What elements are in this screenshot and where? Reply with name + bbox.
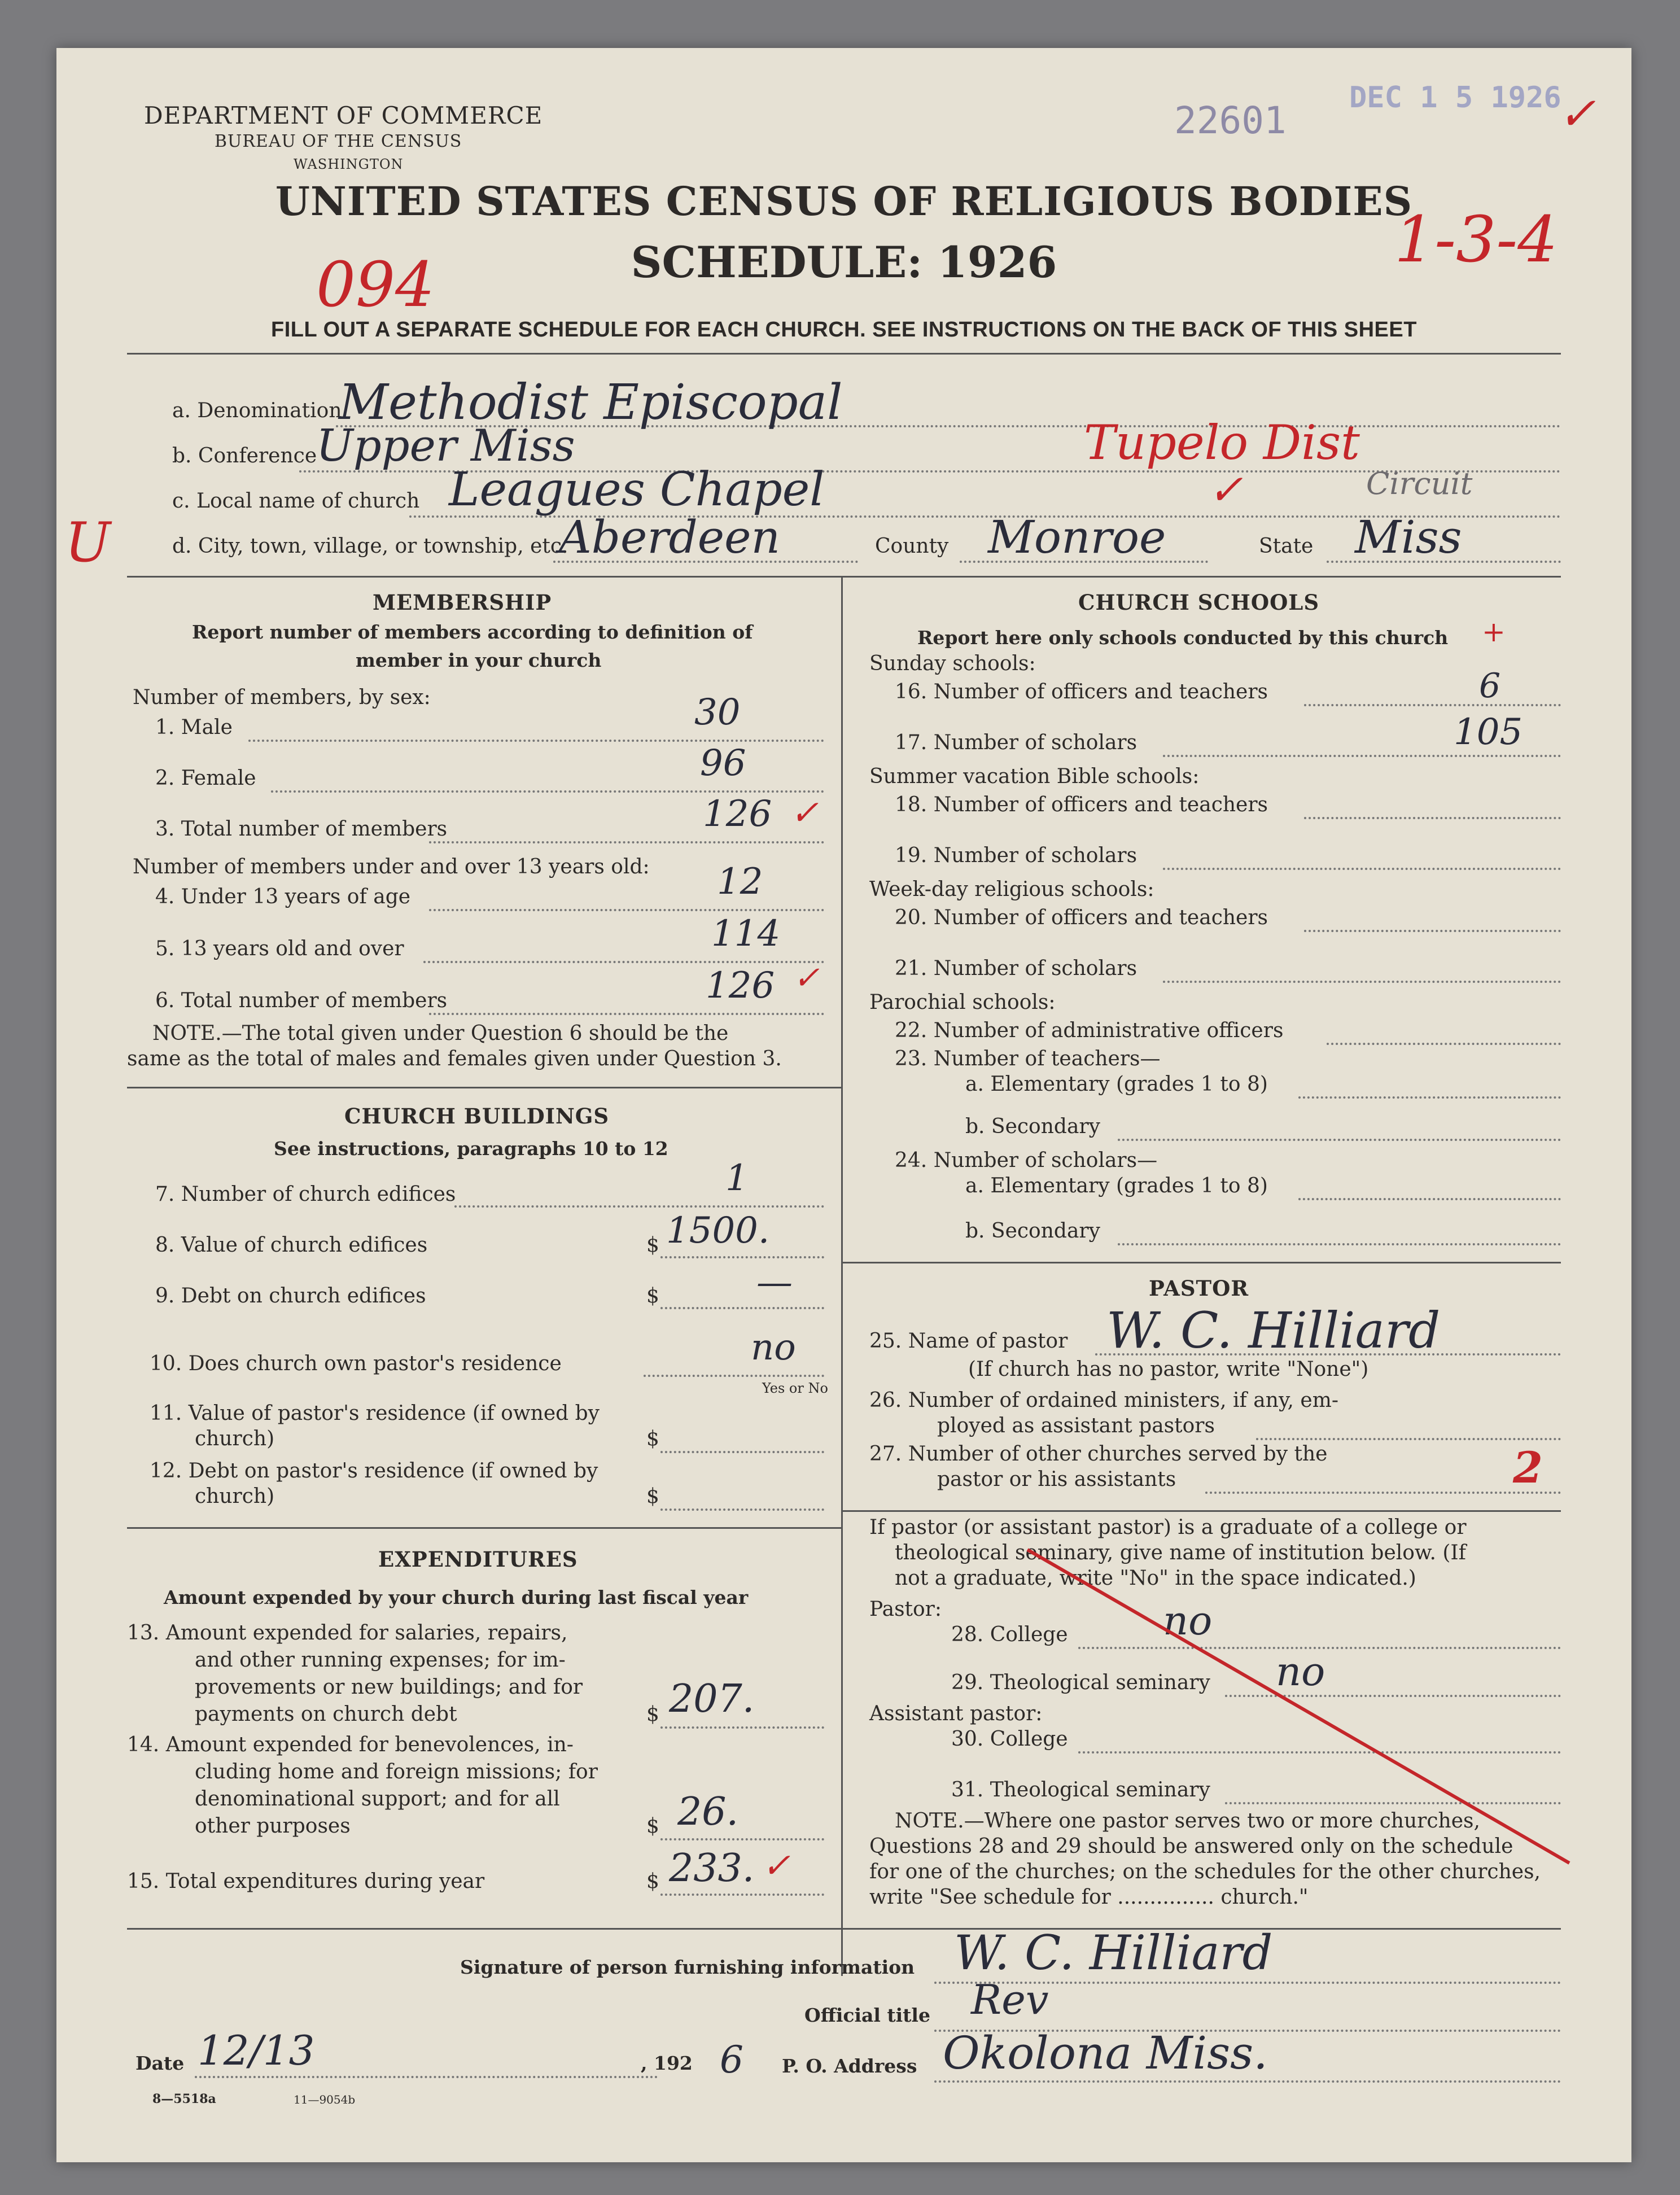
- q28-label: 28. College: [951, 1623, 1068, 1646]
- church-name-label: c. Local name of church: [172, 489, 420, 513]
- church-name-value: Leagues Chapel: [449, 463, 825, 517]
- county-label: County: [875, 535, 949, 558]
- signature-value: W. C. Hilliard: [954, 1925, 1273, 1980]
- red-strike-line: [1016, 1538, 1581, 1877]
- q11-dollar: $: [646, 1427, 659, 1450]
- pastor-note-2: Questions 28 and 29 should be answered only on the schedule: [869, 1835, 1513, 1858]
- q8-value-line[interactable]: [660, 1256, 824, 1258]
- q3-check: ✓: [790, 793, 819, 833]
- q25-label: 25. Name of pastor: [869, 1330, 1068, 1353]
- q16-value: 6: [1479, 666, 1501, 706]
- district-annotation: Tupelo Dist: [1084, 415, 1360, 470]
- q13-label-2: and other running expenses; for im-: [195, 1649, 566, 1672]
- q27-line[interactable]: [1205, 1492, 1561, 1494]
- q10-residence-label: 10. Does church own pastor's residence: [150, 1352, 562, 1375]
- q23-label: 23. Number of teachers—: [895, 1047, 1161, 1070]
- q26-label-1: 26. Number of ordained ministers, if any, em-: [869, 1389, 1338, 1412]
- conference-value: Upper Miss: [316, 421, 575, 471]
- department-heading: DEPARTMENT OF COMMERCE: [144, 102, 543, 129]
- membership-intro-2: member in your church: [356, 649, 602, 671]
- circuit-annotation: Circuit: [1366, 466, 1473, 501]
- schedule-title: SCHEDULE: 1926: [631, 237, 1057, 287]
- serial-number-stamp: 22601: [1174, 99, 1287, 142]
- form-title: UNITED STATES CENSUS OF RELIGIOUS BODIES: [275, 178, 1413, 225]
- q11-label-2: church): [195, 1427, 275, 1450]
- graduate-note-3: not a graduate, write "No" in the space indicated.): [895, 1567, 1416, 1590]
- q21-label: 21. Number of scholars: [895, 957, 1138, 980]
- q10-residence-value: no: [751, 1327, 796, 1368]
- q25-hint: (If church has no pastor, write "None"): [968, 1358, 1369, 1381]
- q27-label-1: 27. Number of other churches served by the: [869, 1442, 1328, 1466]
- form-number: 8—5518a: [152, 2092, 216, 2106]
- po-address-label: P. O. Address: [782, 2055, 917, 2077]
- q2-female-value: 96: [700, 742, 746, 784]
- pastor-subheading: Pastor:: [869, 1598, 942, 1621]
- date-value: 12/13: [198, 2027, 315, 2074]
- year-value: 6: [720, 2038, 743, 2082]
- q19-line[interactable]: [1163, 868, 1561, 870]
- q1-male-label: 1. Male: [155, 716, 233, 739]
- q14-label-1: 14. Amount expended for benevolences, in-: [127, 1733, 574, 1756]
- buildings-intro: See instructions, paragraphs 10 to 12: [274, 1138, 668, 1160]
- bureau-heading: BUREAU OF THE CENSUS: [215, 132, 462, 151]
- parochial-schools-label: Parochial schools:: [869, 991, 1056, 1014]
- q23b-line[interactable]: [1118, 1139, 1561, 1141]
- q24-label: 24. Number of scholars—: [895, 1149, 1158, 1172]
- po-address-value: Okolona Miss.: [943, 2027, 1268, 2079]
- q29-label: 29. Theological seminary: [951, 1671, 1210, 1694]
- q14-amount: 26.: [677, 1790, 739, 1834]
- q13-label-4: payments on church debt: [195, 1703, 457, 1726]
- q19-label: 19. Number of scholars: [895, 844, 1138, 867]
- assistant-pastor-subheading: Assistant pastor:: [869, 1702, 1043, 1725]
- q9-debt-line[interactable]: [660, 1307, 824, 1309]
- q7-edifices-label: 7. Number of church edifices: [155, 1183, 456, 1206]
- q30-label: 30. College: [951, 1728, 1068, 1751]
- q26-label-2: ployed as assistant pastors: [937, 1414, 1215, 1437]
- date-received-stamp: DEC 1 5 1926: [1349, 81, 1561, 115]
- q14-label-3: denominational support; and for all: [195, 1787, 560, 1811]
- official-title-value: Rev: [971, 1976, 1049, 2023]
- q4-under13-value: 12: [717, 861, 763, 903]
- q9-debt-value: —: [756, 1262, 793, 1304]
- q15-check: ✓: [762, 1846, 791, 1886]
- membership-note-1: NOTE.—The total given under Question 6 should be the: [152, 1022, 729, 1045]
- q23a-label: a. Elementary (grades 1 to 8): [965, 1073, 1268, 1096]
- q20-line[interactable]: [1304, 930, 1561, 932]
- county-value: Monroe: [988, 511, 1166, 563]
- q8-dollar: $: [646, 1234, 659, 1257]
- q10-hint: Yes or No: [762, 1380, 828, 1396]
- q20-label: 20. Number of officers and teachers: [895, 906, 1268, 929]
- q14-label-2: cluding home and foreign missions; for: [195, 1760, 598, 1783]
- q9-debt-label: 9. Debt on church edifices: [155, 1284, 426, 1308]
- city-label: d. City, town, village, or township, etc.: [172, 535, 568, 558]
- buildings-heading: CHURCH BUILDINGS: [344, 1104, 610, 1129]
- q16-line[interactable]: [1304, 704, 1561, 706]
- q5-over13-line[interactable]: [423, 961, 824, 963]
- q11-label-1: 11. Value of pastor's residence (if owned by: [150, 1402, 600, 1425]
- q4-under13-label: 4. Under 13 years of age: [155, 885, 411, 908]
- fill-out-instruction: FILL OUT A SEPARATE SCHEDULE FOR EACH CHURCH. SEE INSTRUCTIONS ON THE BACK OF THIS SHEET: [271, 318, 1417, 342]
- print-number: 11—9054b: [294, 2093, 356, 2106]
- state-label: State: [1259, 535, 1314, 558]
- signature-label: Signature of person furnishing information: [460, 1956, 915, 1978]
- q13-amount: 207.: [669, 1677, 755, 1721]
- q9-dollar: $: [646, 1284, 659, 1308]
- denomination-value: Methodist Episcopal: [339, 374, 843, 431]
- state-value: Miss: [1355, 511, 1462, 563]
- red-check-mark: ✓: [1558, 88, 1596, 140]
- q3-total-line[interactable]: [429, 841, 824, 843]
- q15-label: 15. Total expenditures during year: [127, 1870, 485, 1893]
- pastor-note-1: NOTE.—Where one pastor serves two or more churches,: [895, 1809, 1480, 1833]
- date-label: Date: [135, 2052, 185, 2074]
- q13-label-1: 13. Amount expended for salaries, repairs,: [127, 1621, 568, 1645]
- membership-intro-1: Report number of members according to definition of: [192, 621, 753, 643]
- q6-total-line[interactable]: [429, 1013, 824, 1015]
- q1-male-line[interactable]: [248, 740, 824, 742]
- q12-line[interactable]: [660, 1508, 824, 1511]
- q31-label: 31. Theological seminary: [951, 1778, 1210, 1802]
- q6-total-value: 126: [706, 965, 775, 1007]
- q14-label-4: other purposes: [195, 1814, 351, 1838]
- q24a-line[interactable]: [1298, 1198, 1561, 1200]
- q22-label: 22. Number of administrative officers: [895, 1019, 1284, 1042]
- membership-heading: MEMBERSHIP: [373, 590, 552, 615]
- q16-label: 16. Number of officers and teachers: [895, 680, 1268, 703]
- membership-rule: [127, 1087, 841, 1088]
- q18-line[interactable]: [1304, 817, 1561, 819]
- q29-value: no: [1276, 1649, 1325, 1695]
- official-title-label: Official title: [804, 2004, 930, 2026]
- q24a-label: a. Elementary (grades 1 to 8): [965, 1174, 1268, 1197]
- q25-pastor-name: W. C. Hilliard: [1106, 1301, 1441, 1359]
- expenditures-heading: EXPENDITURES: [378, 1547, 578, 1572]
- q22-line[interactable]: [1327, 1043, 1561, 1045]
- q8-value-label: 8. Value of church edifices: [155, 1234, 428, 1257]
- members-by-age-label: Number of members under and over 13 years old:: [133, 855, 650, 878]
- q5-over13-label: 5. 13 years old and over: [155, 937, 404, 960]
- q4-under13-line[interactable]: [429, 909, 824, 911]
- footer-rule: [127, 1928, 1561, 1930]
- header-rule: [127, 353, 1561, 355]
- q27-value: 2: [1513, 1442, 1543, 1493]
- q7-edifices-value: 1: [725, 1157, 749, 1199]
- margin-mark: U: [65, 511, 111, 574]
- q14-dollar: $: [646, 1814, 659, 1838]
- q28-value: no: [1163, 1598, 1213, 1644]
- handwritten-code-right: 1-3-4: [1394, 203, 1558, 277]
- handwritten-code-left: 094: [316, 248, 435, 321]
- pastor-heading: PASTOR: [1149, 1276, 1249, 1301]
- q10-residence-line[interactable]: [644, 1375, 824, 1377]
- q24b-line[interactable]: [1118, 1243, 1561, 1245]
- q15-line[interactable]: [660, 1894, 824, 1896]
- q18-label: 18. Number of officers and teachers: [895, 793, 1268, 816]
- conference-label: b. Conference: [172, 444, 317, 467]
- q5-over13-value: 114: [711, 913, 781, 955]
- census-schedule-sheet: [56, 48, 1631, 2162]
- q2-female-label: 2. Female: [155, 767, 256, 790]
- denomination-label: a. Denomination: [172, 399, 342, 422]
- q2-female-line[interactable]: [271, 790, 824, 793]
- po-address-line[interactable]: [934, 2080, 1561, 2083]
- q12-label-2: church): [195, 1485, 275, 1508]
- q23b-label: b. Secondary: [965, 1115, 1100, 1138]
- q12-label-1: 12. Debt on pastor's residence (if owned by: [150, 1459, 598, 1483]
- graduate-note-2: theological seminary, give name of institution below. (If: [895, 1541, 1466, 1564]
- schools-rule: [841, 1262, 1561, 1263]
- q17-line[interactable]: [1163, 755, 1561, 757]
- q24b-label: b. Secondary: [965, 1219, 1100, 1243]
- date-line[interactable]: [195, 2076, 658, 2078]
- q14-line[interactable]: [660, 1838, 824, 1840]
- q6-total-label: 6. Total number of members: [155, 989, 448, 1012]
- q17-value: 105: [1454, 711, 1523, 753]
- column-divider: [841, 576, 843, 1976]
- q21-line[interactable]: [1163, 981, 1561, 983]
- city-heading: WASHINGTON: [294, 156, 404, 172]
- schools-intro: Report here only schools conducted by this church: [917, 627, 1449, 649]
- q23a-line[interactable]: [1298, 1096, 1561, 1099]
- schools-heading: CHURCH SCHOOLS: [1078, 590, 1320, 615]
- city-value: Aberdeen: [559, 511, 780, 563]
- expenditures-intro: Amount expended by your church during last fiscal year: [164, 1586, 749, 1608]
- q8-value-amount: 1500.: [666, 1210, 770, 1252]
- q26-line[interactable]: [1256, 1438, 1561, 1440]
- q13-dollar: $: [646, 1703, 659, 1726]
- q3-total-label: 3. Total number of members: [155, 817, 448, 841]
- q3-total-value: 126: [703, 793, 772, 835]
- q13-label-3: provements or new buildings; and for: [195, 1676, 583, 1699]
- q7-edifices-line[interactable]: [454, 1205, 824, 1208]
- pastor-note-4: write "See schedule for ............... church.": [869, 1886, 1309, 1909]
- q15-amount: 233.: [669, 1846, 755, 1891]
- pastor-rule: [841, 1510, 1561, 1512]
- q27-label-2: pastor or his assistants: [937, 1468, 1176, 1491]
- summer-schools-label: Summer vacation Bible schools:: [869, 765, 1200, 788]
- buildings-rule: [127, 1527, 841, 1529]
- membership-note-2: same as the total of males and females given under Question 3.: [127, 1047, 782, 1070]
- weekday-schools-label: Week-day religious schools:: [869, 878, 1154, 901]
- church-name-check: ✓: [1208, 466, 1244, 514]
- q15-dollar: $: [646, 1870, 659, 1893]
- section-top-rule: [127, 576, 1561, 578]
- q17-label: 17. Number of scholars: [895, 731, 1138, 754]
- q12-dollar: $: [646, 1485, 659, 1508]
- pastor-note-3: for one of the churches; on the schedules for the other churches,: [869, 1860, 1541, 1883]
- q11-line[interactable]: [660, 1451, 824, 1453]
- members-by-sex-label: Number of members, by sex:: [133, 686, 431, 709]
- graduate-note-1: If pastor (or assistant pastor) is a graduate of a college or: [869, 1516, 1467, 1539]
- year-prefix: , 192: [641, 2052, 693, 2074]
- sunday-schools-label: Sunday schools:: [869, 652, 1036, 675]
- q13-line[interactable]: [660, 1726, 824, 1729]
- schools-plus-mark: +: [1482, 615, 1506, 648]
- q1-male-value: 30: [694, 692, 741, 733]
- q6-check: ✓: [793, 960, 820, 996]
